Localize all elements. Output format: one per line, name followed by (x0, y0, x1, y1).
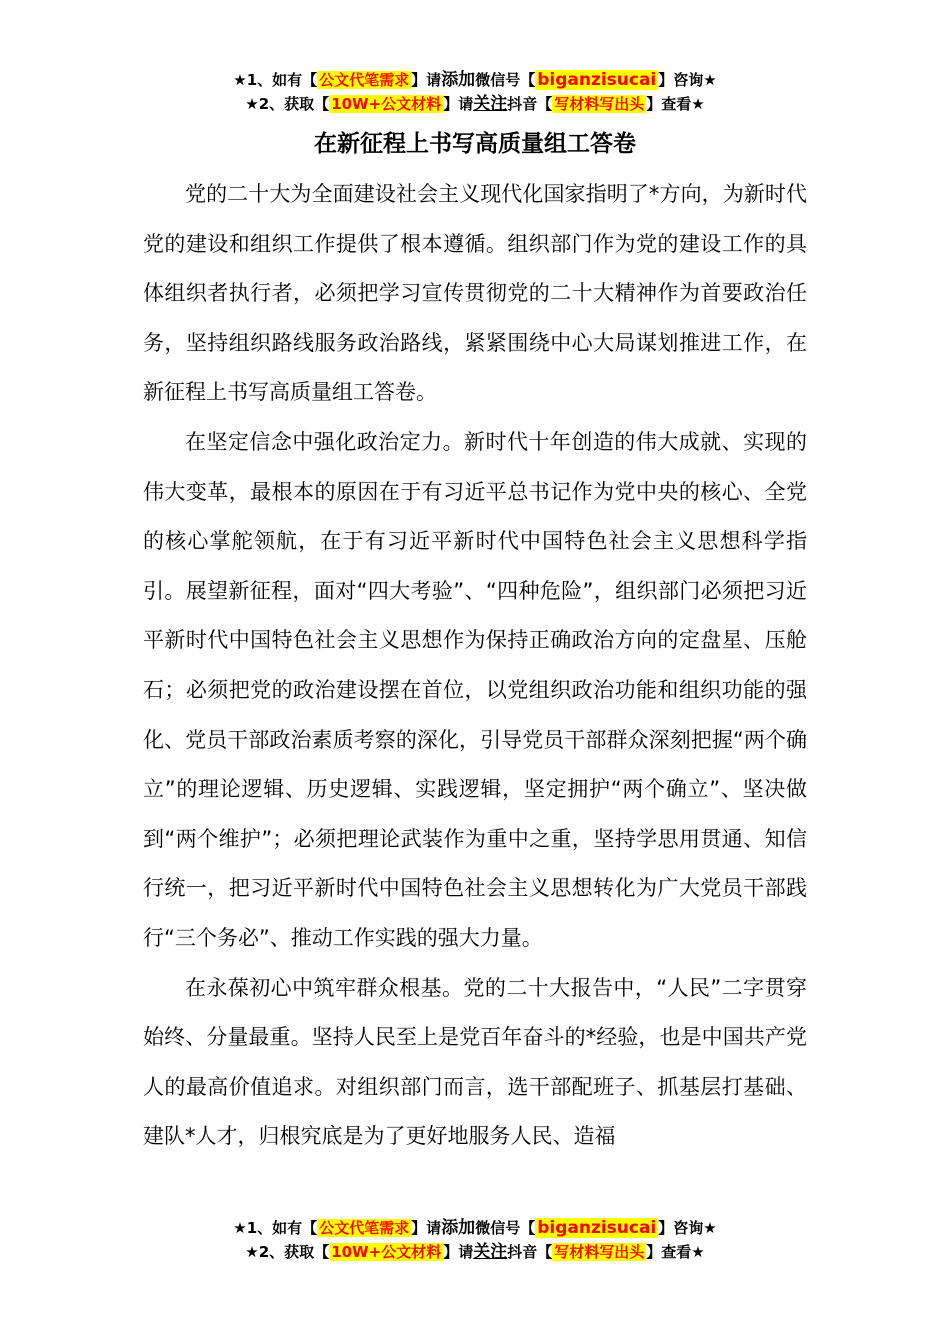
promo-emphasis-follow: 关注 (473, 94, 508, 114)
document-title: 在新征程上书写高质量组工答卷 (314, 131, 636, 157)
promo-line-2-mid2: 抖音【 (507, 1243, 553, 1261)
promo-highlight-service: 公文代笔需求 (319, 1219, 410, 1237)
promo-line-2-mid2: 抖音【 (507, 95, 553, 113)
promo-douyin-account: 写材料写出头 (554, 1243, 645, 1261)
document-body (143, 170, 807, 1162)
promo-line-1 (0, 1216, 950, 1240)
promo-emphasis-add: 添加 (441, 70, 476, 90)
promo-line-1-mid: 】请 (411, 1219, 442, 1237)
promo-line-1 (0, 68, 950, 92)
paragraph: 党的二十大为全面建设社会主义现代化国家指明了*方向，为新时代党的建设和组织工作提供了根本遵循。组织部门作为党的建设工作的具体组织者执行者，必须把学习宣传贯彻党的二十大精神作为首要政治任务，坚持组织路线服务政治路线，紧紧围绕中心大局谋划推进工作，在新征程上书写高质量组工答卷。 (143, 182, 807, 405)
promo-line-2 (0, 92, 950, 116)
promo-wechat-id: biganzisucai (537, 1218, 657, 1238)
promo-highlight-materials: 10W+公文材料 (331, 1243, 442, 1261)
promo-line-2 (0, 1240, 950, 1264)
promo-highlight-service: 公文代笔需求 (319, 71, 410, 89)
promo-douyin-account: 写材料写出头 (554, 95, 645, 113)
promo-emphasis-add: 添加 (441, 1218, 476, 1238)
promo-emphasis-follow: 关注 (473, 1242, 508, 1262)
promo-line-2-mid: 】请 (443, 95, 474, 113)
paragraph: 在坚定信念中强化政治定力。新时代十年创造的伟大成就、实现的伟大变革，最根本的原因在于有习近平总书记作为党中央的核心、全党的核心掌舵领航，在于有习近平新时代中国特色社会主义思想科学指引。展望新征程，面对“四大考验”、“四种危险”，组织部门必须把习近平新时代中国特色社会主义思想作为保持正确政治方向的定盘星、压舱石；必须把党的政治建设摆在首位，以党组织政治功能和组织功能的强化、党员干部政治素质考察的深化，引导党员干部群众深刻把握“两个确立”的理论逻辑、历史逻辑、实践逻辑，坚定拥护“两个确立”、坚决做到“两个维护”；必须把理论武装作为重中之重，坚持学思用贯通、知信行统一，把习近平新时代中国特色社会主义思想转化为广大党员干部践行“三个务必”、推动工作实践的强大力量。 (143, 429, 807, 950)
promo-line-2-prefix: ★2、获取【 (245, 95, 330, 113)
paragraph: 在永葆初心中筑牢群众根基。党的二十大报告中，“人民”二字贯穿始终、分量最重。坚持人民至上是党百年奋斗的*经验，也是中国共产党人的最高价值追求。对组织部门而言，选干部配班子、抓基层打基础、建队*人才，归根究底是为了更好地服务人民、造福 (143, 975, 807, 1149)
promo-line-1-prefix: ★1、如有【 (233, 1219, 318, 1237)
promo-header (0, 68, 950, 116)
promo-highlight-materials: 10W+公文材料 (331, 95, 442, 113)
promo-line-1-mid2: 微信号【 (475, 1219, 536, 1237)
promo-line-2-prefix: ★2、获取【 (245, 1243, 330, 1261)
promo-line-1-suffix: 】咨询★ (658, 1219, 717, 1237)
promo-line-1-mid: 】请 (411, 71, 442, 89)
promo-line-2-suffix: 】查看★ (646, 95, 705, 113)
promo-line-2-suffix: 】查看★ (646, 1243, 705, 1261)
promo-line-1-prefix: ★1、如有【 (233, 71, 318, 89)
promo-line-1-mid2: 微信号【 (475, 71, 536, 89)
promo-footer (0, 1216, 950, 1264)
promo-line-2-mid: 】请 (443, 1243, 474, 1261)
promo-line-1-suffix: 】咨询★ (658, 71, 717, 89)
promo-wechat-id: biganzisucai (537, 70, 657, 90)
